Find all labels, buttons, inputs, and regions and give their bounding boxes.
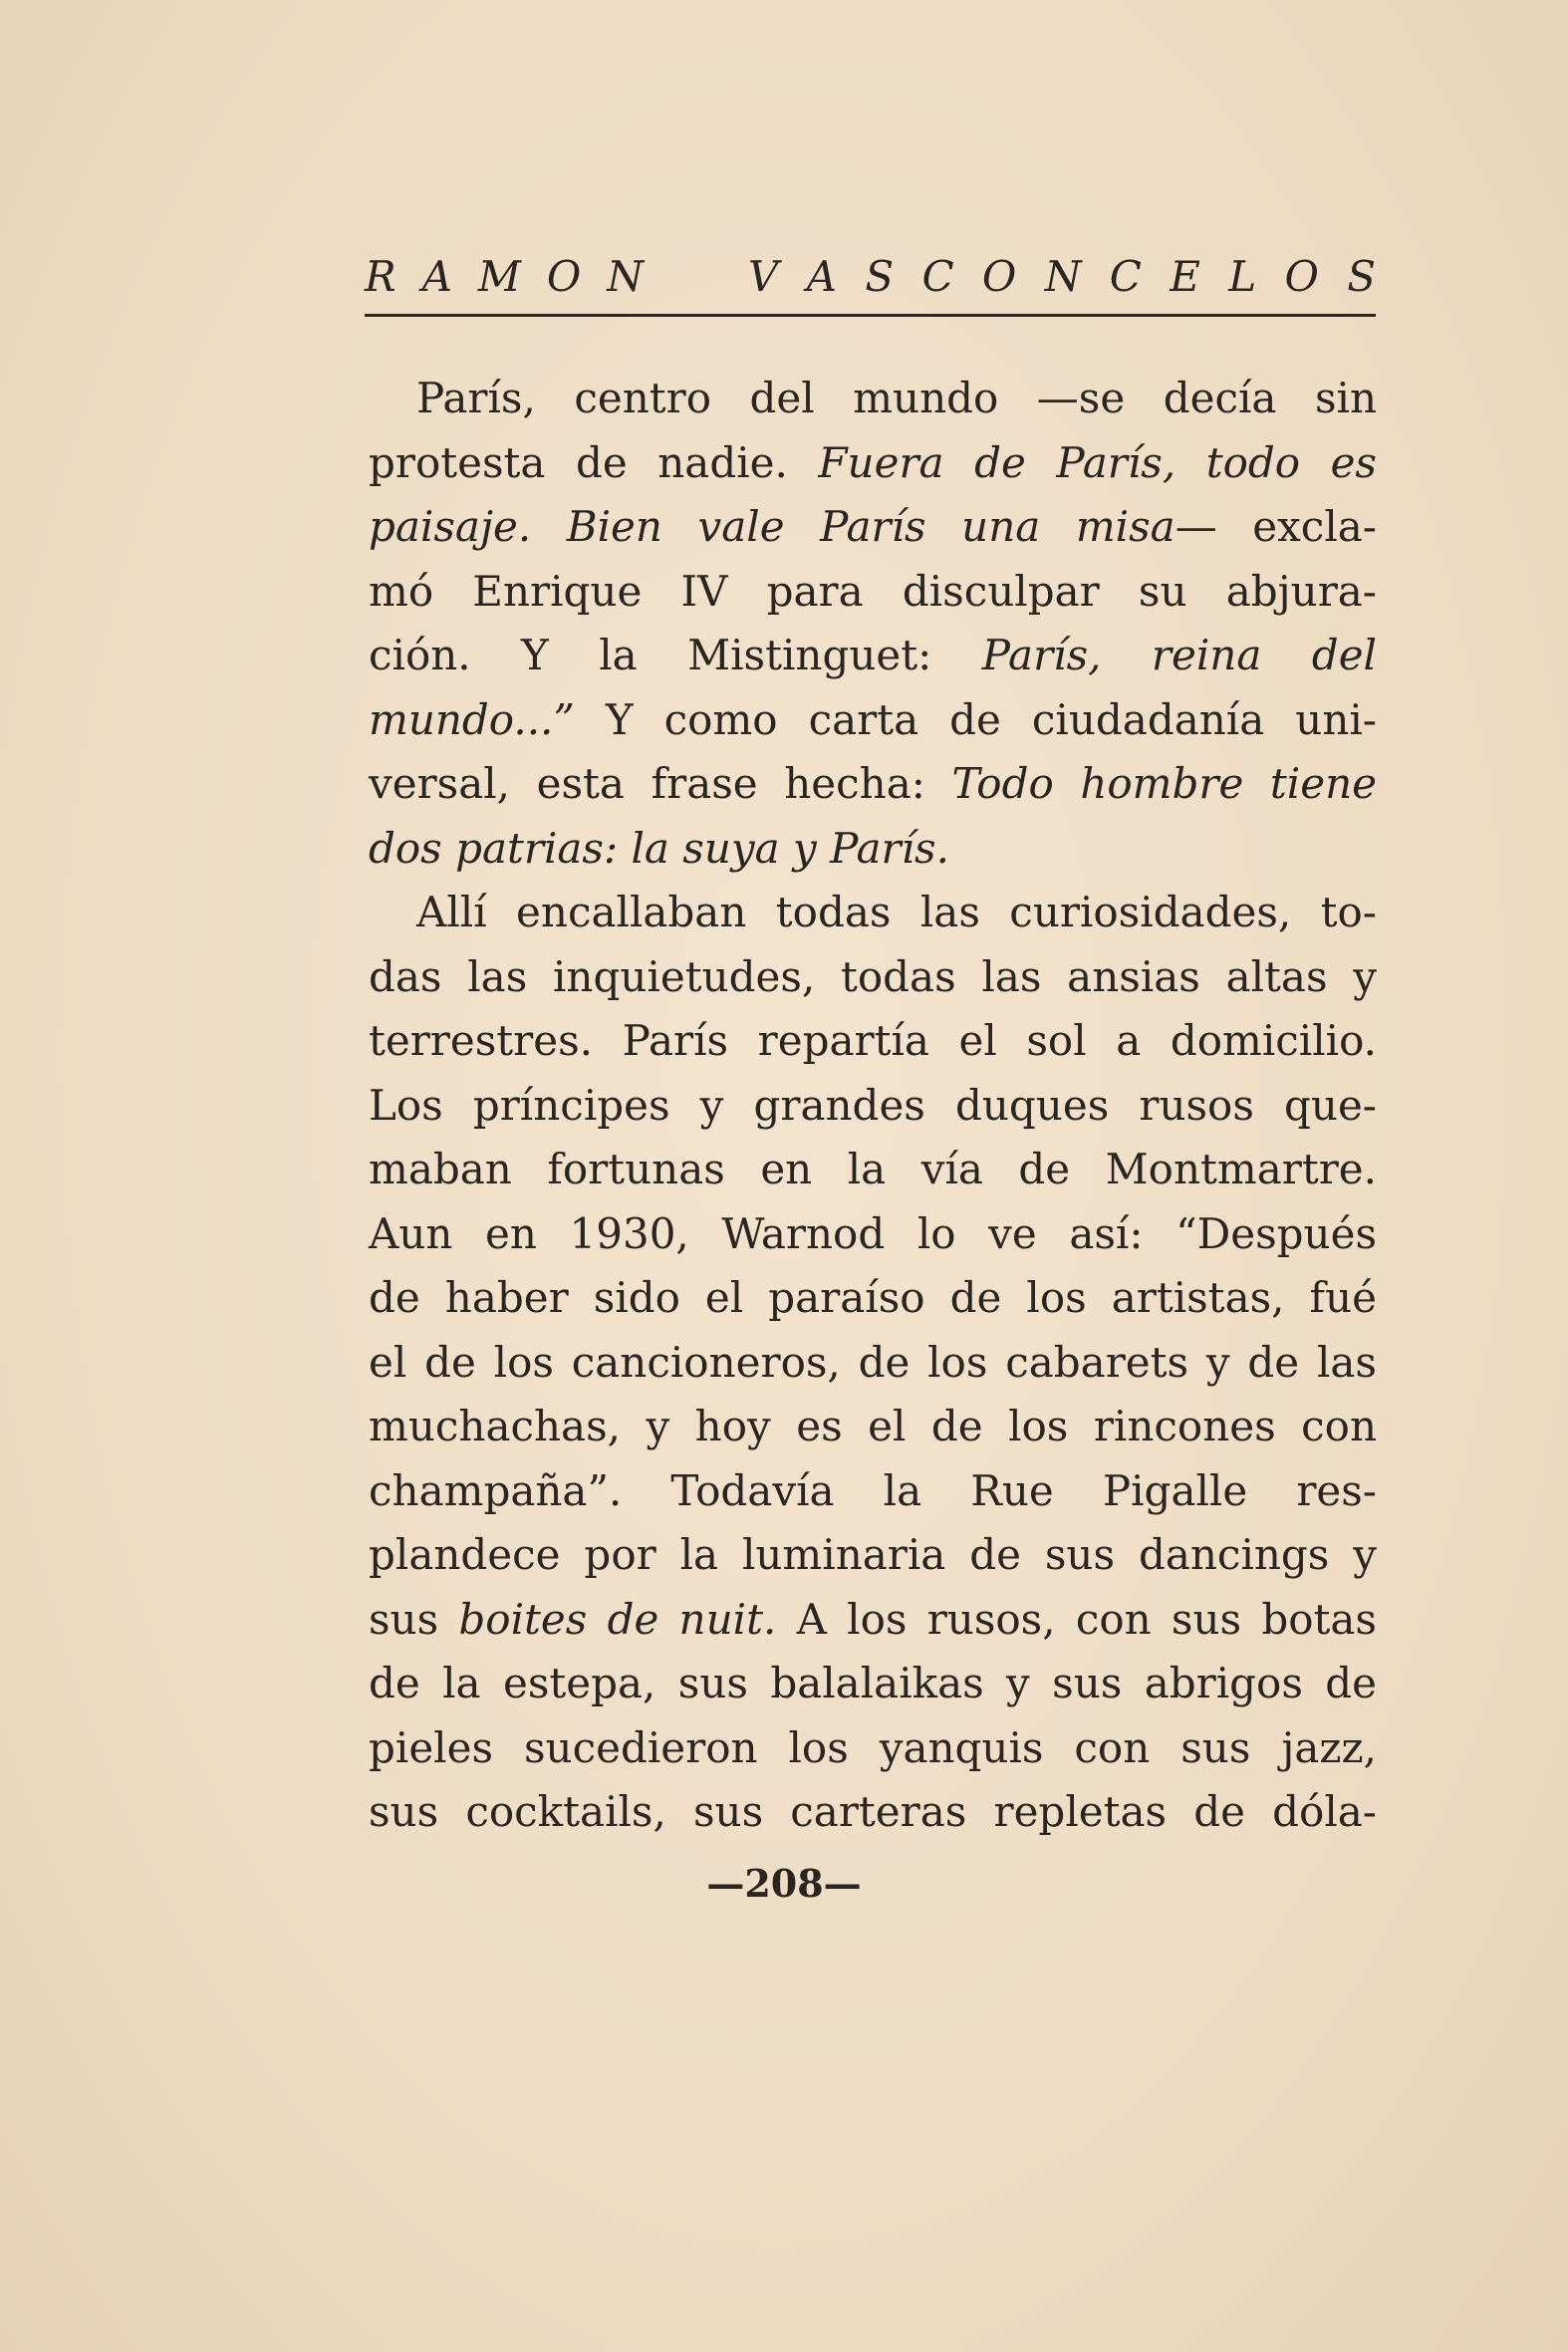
text-line [369, 1266, 1377, 1331]
header-rule [365, 314, 1376, 317]
text-segment: Los príncipes y grandes duques rusos que- [369, 1080, 1377, 1130]
text-line [369, 367, 1377, 431]
text-segment: maban fortunas en la vía de Montmartre. [369, 1145, 1377, 1193]
text-line [369, 688, 1377, 753]
text-segment: ción. Y la Mistinguet: [369, 631, 982, 679]
text-line [369, 1202, 1377, 1267]
text-line [369, 560, 1377, 625]
text-segment: A los rusos, con sus botas [776, 1594, 1377, 1644]
italic-text: paisaje. Bien vale París una misa [369, 502, 1176, 551]
text-segment: protesta de nadie. [369, 437, 819, 487]
paragraph [369, 881, 1377, 1845]
text-segment: muchachas, y hoy es el de los rincones con [369, 1402, 1377, 1450]
text-segment: champaña”. Todavía la Rue Pigalle res- [369, 1465, 1377, 1515]
italic-text: mundo...” [369, 694, 575, 744]
text-line [369, 945, 1377, 1010]
text-segment: sus cocktails, sus carteras repletas de dóla- [369, 1787, 1377, 1836]
italic-text: boites de nuit. [458, 1594, 777, 1644]
text-line [369, 752, 1377, 817]
text-line [369, 1588, 1377, 1653]
text-line [369, 1074, 1377, 1139]
text-line [369, 817, 1377, 882]
page-number: —208— [706, 1861, 862, 1906]
text-line [369, 1459, 1377, 1524]
running-head-letter: E [1170, 252, 1200, 301]
running-head-author-first [365, 242, 644, 312]
text-line [369, 1009, 1377, 1074]
text-line [369, 1331, 1377, 1396]
text-segment: París, centro del mundo —se decía sin [416, 374, 1377, 422]
text-line [369, 1138, 1377, 1202]
text-segment: de haber sido el paraíso de los artistas, fué [369, 1273, 1377, 1322]
running-head-letter: N [607, 252, 644, 301]
italic-text: París, reina del [981, 631, 1377, 679]
text-segment: versal, esta frase hecha: [369, 759, 952, 808]
body-text [369, 367, 1377, 1845]
text-segment: el de los cancioneros, de los cabarets y de las [369, 1337, 1377, 1387]
running-head-letter: O [546, 252, 582, 301]
running-head-letter: S [1347, 252, 1376, 301]
text-segment: Aun en 1930, Warnod lo ve así: “Después [369, 1208, 1377, 1258]
text-segment: terrestres. París repartía el sol a domicilio. [369, 1016, 1377, 1065]
text-line [369, 1652, 1377, 1716]
text-line [369, 495, 1377, 560]
running-head-letter: N [1044, 252, 1082, 301]
paragraph [369, 367, 1377, 881]
text-line [369, 431, 1377, 496]
running-head-letter: V [748, 252, 779, 301]
text-segment: das las inquietudes, todas las ansias altas y [369, 951, 1377, 1001]
running-head-letter: S [865, 252, 895, 301]
running-head-letter: L [1228, 252, 1257, 301]
text-line [369, 1395, 1377, 1459]
text-segment: pieles sucedieron los yanquis con sus jazz, [369, 1722, 1377, 1772]
italic-text: dos patrias: la suya y París. [369, 823, 949, 873]
text-segment: Allí encallaban todas las curiosidades, to- [416, 888, 1377, 936]
text-line [369, 1716, 1377, 1781]
running-head-letter: M [477, 252, 521, 301]
running-head-letter: C [921, 252, 954, 301]
running-head-author-last [748, 242, 1376, 312]
running-head [365, 242, 1376, 312]
italic-text: Fuera de París, todo es [818, 437, 1377, 487]
running-head-letter: R [365, 252, 396, 301]
running-head-letter: A [421, 252, 452, 301]
text-segment: Y como carta de ciudadanía uni- [574, 694, 1377, 744]
italic-text: Todo hombre tiene [951, 759, 1378, 808]
text-segment: — excla- [1175, 502, 1377, 551]
text-line [369, 881, 1377, 945]
text-segment: plandece por la luminaria de sus dancings y [369, 1530, 1377, 1579]
running-head-letter: C [1109, 252, 1142, 301]
text-segment: mó Enrique IV para disculpar su abjura- [369, 566, 1377, 616]
text-segment: de la estepa, sus balalaikas y sus abrigos de [369, 1659, 1377, 1707]
text-line [369, 1780, 1377, 1845]
running-head-letter: O [981, 252, 1017, 301]
text-segment: sus [369, 1594, 459, 1644]
text-line [369, 1523, 1377, 1588]
running-head-letter: O [1284, 252, 1319, 301]
text-line [369, 624, 1377, 688]
running-head-letter: A [806, 252, 838, 301]
